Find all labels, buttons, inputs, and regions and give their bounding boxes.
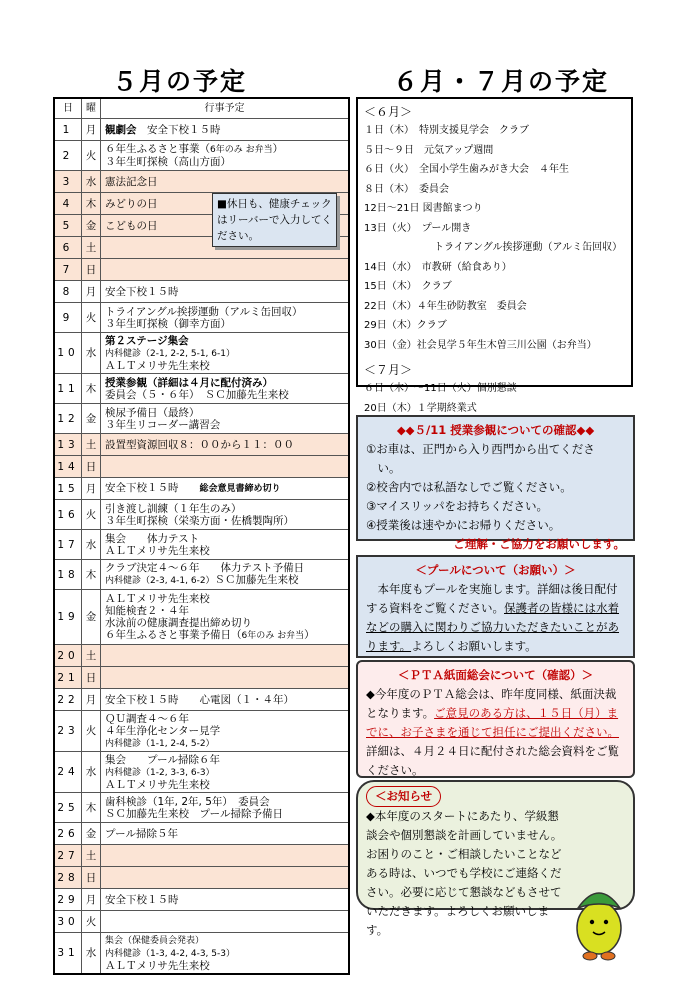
row-events: ６年生ふるさと事業（6年のみ お弁当） ３年生町探検（高山方面） <box>101 141 350 171</box>
table-row <box>54 889 349 911</box>
row-weekday: 金 <box>82 823 101 845</box>
row-day: 7 <box>54 259 82 281</box>
row-events <box>101 667 350 689</box>
row-weekday: 木 <box>82 560 101 590</box>
table-row <box>54 333 349 374</box>
plan-line: 30日（金）社会見学５年生木曽三川公園（お弁当） <box>364 339 597 351</box>
row-weekday: 月 <box>82 478 101 500</box>
row-day: 12 <box>54 404 82 434</box>
row-day: 22 <box>54 689 82 711</box>
plan-line: ６日（火） 全国小学生歯みがき大会 ４年生 <box>364 164 569 175</box>
row-day: 20 <box>54 645 82 667</box>
table-row <box>54 867 349 889</box>
table-row <box>54 141 349 171</box>
table-row <box>54 478 349 500</box>
row-weekday: 金 <box>82 590 101 645</box>
plan-line: トライアングル挨拶運動（アルミ缶回収） <box>434 242 623 253</box>
row-events: 安全下校１５時 心電図（１・４年） <box>101 689 350 711</box>
info-title: ＜お知らせ <box>366 786 441 807</box>
row-events <box>101 456 350 478</box>
plan-line: ５日～９日 元気アップ週間 <box>364 144 494 156</box>
plan-line: ８日（木） 委員会 <box>364 183 449 195</box>
row-weekday: 火 <box>82 141 101 171</box>
row-day: 4 <box>54 193 82 215</box>
row-day: 16 <box>54 500 82 530</box>
plan-line: １日（木） 特別支援見学会 クラブ <box>364 125 529 136</box>
table-row <box>54 119 349 141</box>
pta-title: ＜ＰＴＡ紙面総会について（確認）＞ <box>397 668 594 682</box>
row-events <box>101 645 350 667</box>
row-day: 27 <box>54 845 82 867</box>
plan-line: 15日（木） クラブ <box>364 281 452 292</box>
row-weekday: 月 <box>82 119 101 141</box>
row-weekday: 土 <box>82 645 101 667</box>
june-july-title: ６月・７月の予定 <box>393 67 610 96</box>
row-events: 設置型資源回収８：００から１１：００ <box>101 434 350 456</box>
pool-text-3: よろしくお願いします。 <box>411 639 537 653</box>
row-events: 安全下校１５時 <box>101 281 350 303</box>
plan-line: 14日（水） 市教研（給食あり） <box>364 261 512 273</box>
row-events: ＱＵ調査４～６年 ４年生浄化センター見学 内科健診（1-1, 2-4, 5-2） <box>101 711 350 752</box>
row-weekday: 木 <box>82 374 101 404</box>
row-day: 15 <box>54 478 82 500</box>
row-weekday: 金 <box>82 215 101 237</box>
july-heading: ＜７月＞ <box>364 363 413 377</box>
row-day: 13 <box>54 434 82 456</box>
row-weekday: 木 <box>82 193 101 215</box>
row-weekday: 月 <box>82 689 101 711</box>
open-class-items <box>366 440 625 535</box>
row-day: 1 <box>54 119 82 141</box>
open-class-title: ◆◆５/11 授業参観についての確認◆◆ <box>396 423 595 437</box>
row-events: プール掃除５年 <box>101 823 350 845</box>
open-class-closing: ご理解・ご協力をお願いします。 <box>453 537 625 551</box>
row-weekday: 日 <box>82 667 101 689</box>
row-events: 歯科検診（1年, 2年, 5年） 委員会 ＳＣ加藤先生来校 プール掃除予備日 <box>101 793 350 823</box>
row-weekday: 火 <box>82 303 101 333</box>
row-weekday: 火 <box>82 911 101 933</box>
table-row <box>54 711 349 752</box>
row-events: 授業参観（詳細は４月に配付済み） 委員会（５・６年） ＳＣ加藤先生来校 <box>101 374 350 404</box>
plan-line: ６日（木）～11日（火）個別懇談 <box>364 383 517 394</box>
header-day: 日 <box>54 98 82 119</box>
table-row <box>54 456 349 478</box>
table-row <box>54 845 349 867</box>
june-july-plan-box <box>356 97 633 414</box>
table-row <box>54 434 349 456</box>
row-weekday: 水 <box>82 530 101 560</box>
row-weekday: 木 <box>82 793 101 823</box>
row-events <box>101 911 350 933</box>
row-day: 8 <box>54 281 82 303</box>
row-day: 21 <box>54 667 82 689</box>
row-day: 18 <box>54 560 82 590</box>
row-events: 安全下校１５時 総会意見書締め切り <box>101 478 350 500</box>
table-row <box>54 911 349 933</box>
row-events <box>101 845 350 867</box>
row-events: こどもの日 <box>101 215 350 237</box>
table-row <box>54 667 349 689</box>
row-day: 10 <box>54 333 82 374</box>
table-row <box>54 404 349 434</box>
table-row <box>54 281 349 303</box>
table-row <box>54 752 349 793</box>
table-row <box>54 259 349 281</box>
row-day: 11 <box>54 374 82 404</box>
row-events <box>101 259 350 281</box>
plan-line: 12日～21日 図書館まつり <box>364 203 483 214</box>
table-row <box>54 590 349 645</box>
june-list <box>364 121 625 355</box>
row-events: 検尿予備日（最終） ３年生リコーダー講習会 <box>101 404 350 434</box>
table-header-row <box>54 98 349 119</box>
row-day: 19 <box>54 590 82 645</box>
july-list <box>364 379 625 418</box>
row-events <box>101 867 350 889</box>
row-day: 6 <box>54 237 82 259</box>
row-events: 安全下校１５時 <box>101 889 350 911</box>
row-weekday: 土 <box>82 237 101 259</box>
row-day: 17 <box>54 530 82 560</box>
row-weekday: 日 <box>82 867 101 889</box>
pta-text-3: 詳細は、４月２４日に配付された総会資料をご覧ください。 <box>366 744 619 777</box>
row-weekday: 金 <box>82 404 101 434</box>
row-day: 23 <box>54 711 82 752</box>
row-day: 31 <box>54 933 82 975</box>
table-row <box>54 645 349 667</box>
mascot-illustration <box>568 878 630 963</box>
row-day: 29 <box>54 889 82 911</box>
row-weekday: 日 <box>82 456 101 478</box>
table-row <box>54 171 349 193</box>
pta-text-1: ◆今年度のＰＴＡ総会は、昨年度同様、紙面決裁となります。 <box>366 687 617 720</box>
row-events: 集会 プール掃除６年 内科健診（1-2, 3-3, 6-3） ＡＬＴメリサ先生来校 <box>101 752 350 793</box>
health-check-note: ■休日も、健康チェックはリーバーで入力してください。 <box>212 193 337 247</box>
pool-text-2: 保護者の皆様には水着などの購入に関わりご協力いただきたいことがあります。 <box>366 601 619 653</box>
pta-notice <box>356 660 635 778</box>
row-day: 2 <box>54 141 82 171</box>
table-row <box>54 560 349 590</box>
row-day: 24 <box>54 752 82 793</box>
row-events: みどりの日 <box>101 193 350 215</box>
row-weekday: 水 <box>82 933 101 975</box>
row-weekday: 水 <box>82 752 101 793</box>
row-events: ＡＬＴメリサ先生来校 知能検査２・４年 水泳前の健康調査提出締め切り ６年生ふるさと事業予備日（6年のみ お弁当） <box>101 590 350 645</box>
row-day: 5 <box>54 215 82 237</box>
row-events: 観劇会 安全下校１５時 <box>101 119 350 141</box>
notice-item: ③マイスリッパをお持ちください。 <box>366 499 549 513</box>
row-weekday: 土 <box>82 434 101 456</box>
notice-item: ②校舎内では私語なしでご覧ください。 <box>366 480 572 494</box>
row-day: 30 <box>54 911 82 933</box>
header-events: 行事予定 <box>101 98 350 119</box>
row-weekday: 火 <box>82 711 101 752</box>
pool-text-1: 本年度もプールを実施します。詳細は後日配付する資料をご覧ください。 <box>366 582 618 615</box>
notice-item: ④授業後は速やかにお帰りください。 <box>366 518 561 532</box>
notice-item: ①お車は、正門から入り西門から出てくださ <box>366 442 595 456</box>
table-row <box>54 500 349 530</box>
table-row <box>54 933 349 975</box>
row-weekday: 月 <box>82 281 101 303</box>
row-day: 9 <box>54 303 82 333</box>
table-row <box>54 793 349 823</box>
open-class-notice <box>356 415 635 551</box>
may-title: ５月の予定 <box>112 67 248 96</box>
row-day: 28 <box>54 867 82 889</box>
header-weekday: 曜 <box>82 98 101 119</box>
row-weekday: 月 <box>82 889 101 911</box>
row-weekday: 土 <box>82 845 101 867</box>
plan-line: 22日（木）４年生砂防教室 委員会 <box>364 300 527 312</box>
row-day: 14 <box>54 456 82 478</box>
table-row <box>54 689 349 711</box>
row-events: トライアングル挨拶運動（アルミ缶回収） ３年生町探検（御幸方面） <box>101 303 350 333</box>
row-events: 憲法記念日 <box>101 171 350 193</box>
row-day: 26 <box>54 823 82 845</box>
plan-line: 20日（木）１学期終業式 <box>364 402 477 414</box>
june-heading: ＜６月＞ <box>364 105 413 119</box>
plan-line: 13日（火） プール開き <box>364 222 472 234</box>
row-weekday: 水 <box>82 171 101 193</box>
table-row <box>54 530 349 560</box>
info-body: ◆本年度のスタートにあたり、学級懇談会や個別懇談を計画していません。お困りのこと・ご相談したいことなどある時は、いつでも学校にご連絡ください。必要に応じて懇談などもさせていただきます。よろしくお願いします。 <box>366 809 563 937</box>
row-weekday: 火 <box>82 500 101 530</box>
pool-notice <box>356 555 635 658</box>
row-day: 25 <box>54 793 82 823</box>
row-events: クラブ決定４～６年 体力テスト予備日 内科健診（2-3, 4-1, 6-2）ＳＣ加藤先生来校 <box>101 560 350 590</box>
row-events: 集会（保健委員会発表） 内科健診（1-3, 4-2, 4-3, 5-3） ＡＬＴメリサ先生来校 <box>101 933 350 975</box>
table-row <box>54 823 349 845</box>
row-events: 引き渡し訓練（１年生のみ） ３年生町探検（栄楽方面・佐橋製陶所） <box>101 500 350 530</box>
row-weekday: 日 <box>82 259 101 281</box>
row-day: 3 <box>54 171 82 193</box>
row-events: 第２ステージ集会 内科健診（2-1, 2-2, 5-1, 6-1） ＡＬＴメリサ先生来校 <box>101 333 350 374</box>
notice-item: い。 <box>366 461 401 475</box>
table-row <box>54 374 349 404</box>
row-weekday: 水 <box>82 333 101 374</box>
table-row <box>54 303 349 333</box>
pta-text-2: ご意見のある方は、１５日（月）までに、お子さまを通じて担任にご提出ください。 <box>366 706 619 739</box>
row-events: 集会 体力テスト ＡＬＴメリサ先生来校 <box>101 530 350 560</box>
plan-line: 29日（木）クラブ <box>364 320 447 331</box>
pool-title: ＜プールについて（お願い）＞ <box>415 563 576 577</box>
